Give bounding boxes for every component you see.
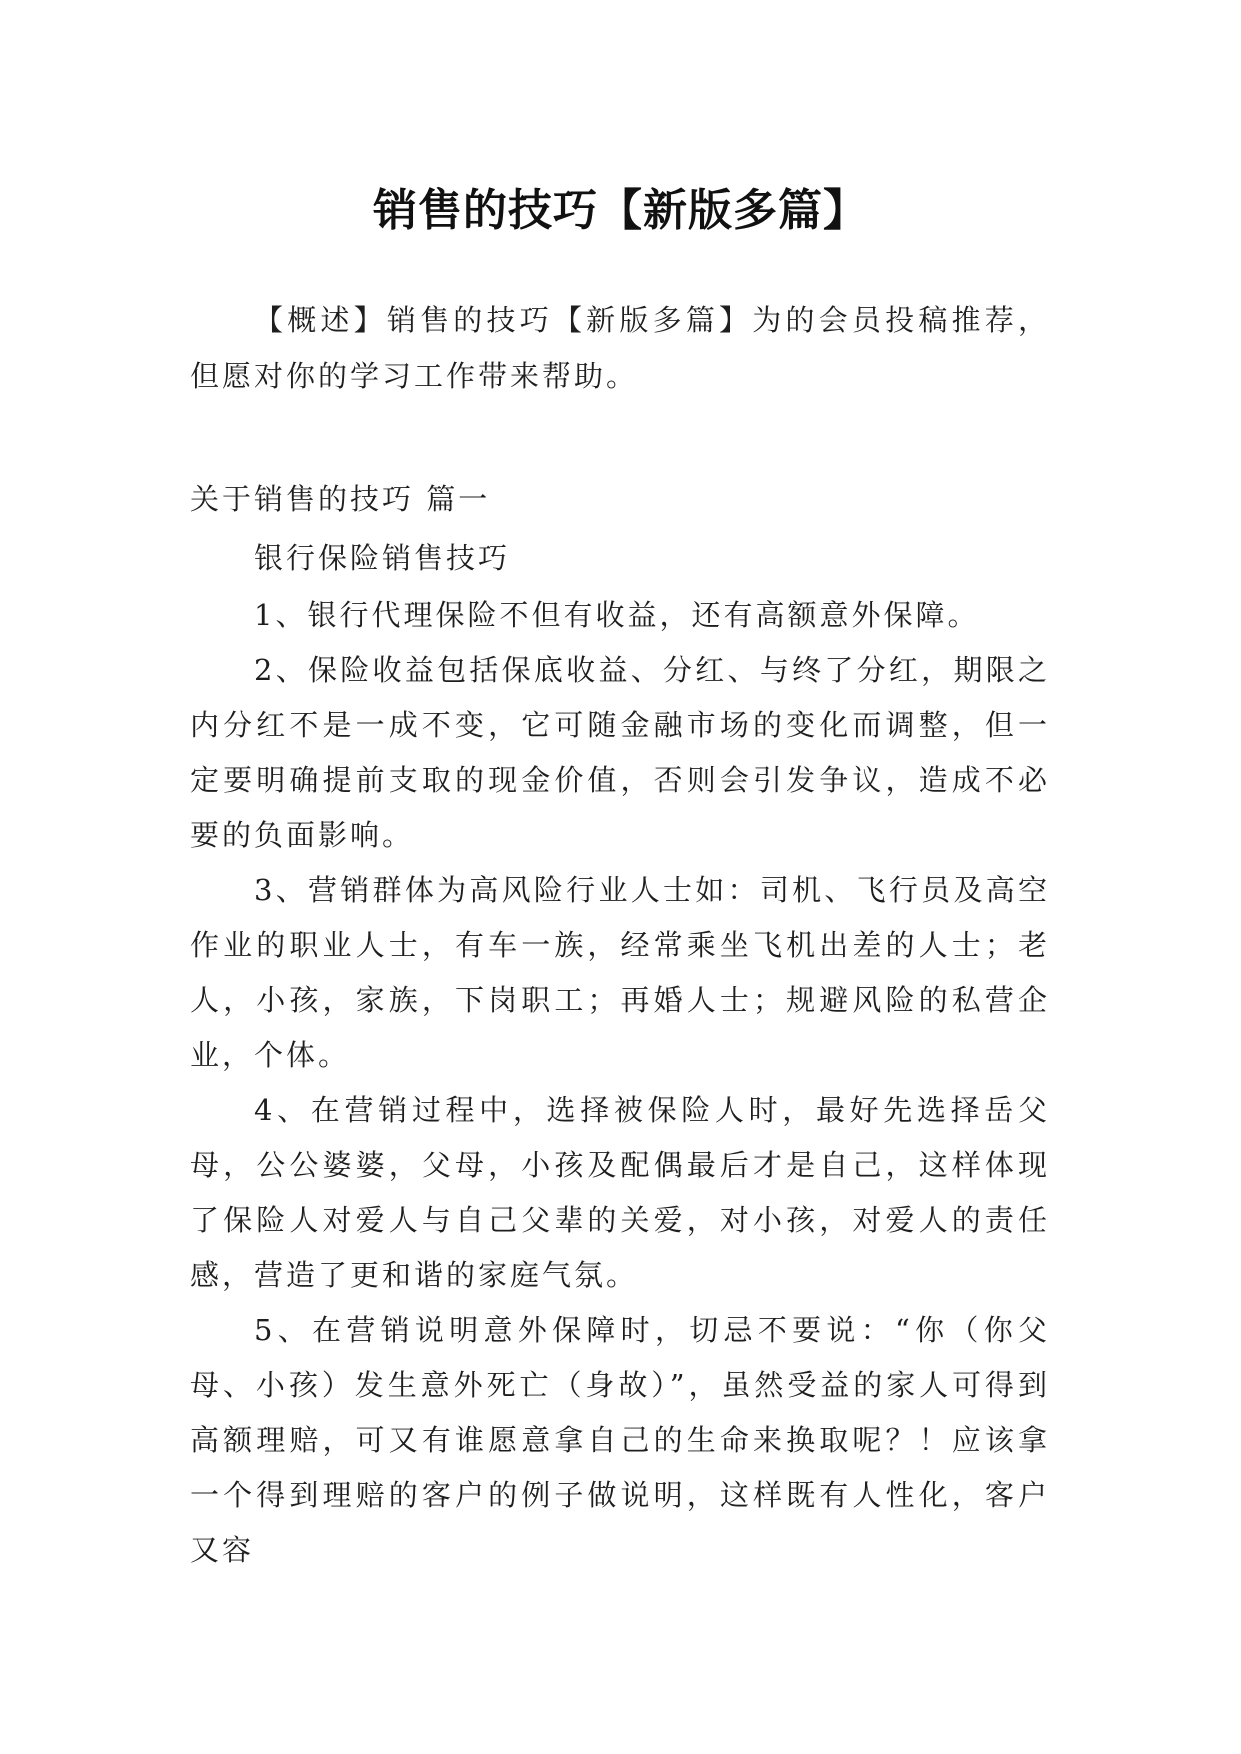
summary-paragraph: 【概述】销售的技巧【新版多篇】为的会员投稿推荐，但愿对你的学习工作带来帮助。	[190, 303, 1050, 393]
document-body	[190, 292, 1050, 1578]
point-paragraph-4: 4、在营销过程中，选择被保险人时，最好先选择岳父母，公公婆婆，父母，小孩及配偶最后才是自己，这样体现了保险人对爱人与自己父辈的关爱，对小孩，对爱人的责任感，营造了更和谐的家庭气氛。	[190, 1093, 1050, 1292]
point-paragraph-5: 5、在营销说明意外保障时，切忌不要说：“你（你父母、小孩）发生意外死亡（身故）”，虽然受益的家人可得到高额理赔，可又有谁愿意拿自己的生命来换取呢？！应该拿一个得到理赔的客户的例子做说明，这样既有人性化，客户又容	[190, 1313, 1050, 1567]
point-paragraph-1: 1、银行代理保险不但有收益，还有高额意外保障。	[254, 598, 980, 632]
document-title: 销售的技巧【新版多篇】	[373, 185, 868, 237]
point-paragraph-2: 2、保险收益包括保底收益、分红、与终了分红，期限之内分红不是一成不变，它可随金融市场的变化而调整，但一定要明确提前支取的现金价值，否则会引发争议，造成不必要的负面影响。	[190, 653, 1050, 852]
point-paragraph-3: 3、营销群体为高风险行业人士如：司机、飞行员及高空作业的职业人士，有车一族，经常乘坐飞机出差的人士；老人，小孩，家族，下岗职工；再婚人士；规避风险的私营企业，个体。	[190, 873, 1050, 1072]
section-heading: 关于销售的技巧 篇一	[190, 482, 491, 516]
section-subheading: 银行保险销售技巧	[254, 541, 511, 575]
